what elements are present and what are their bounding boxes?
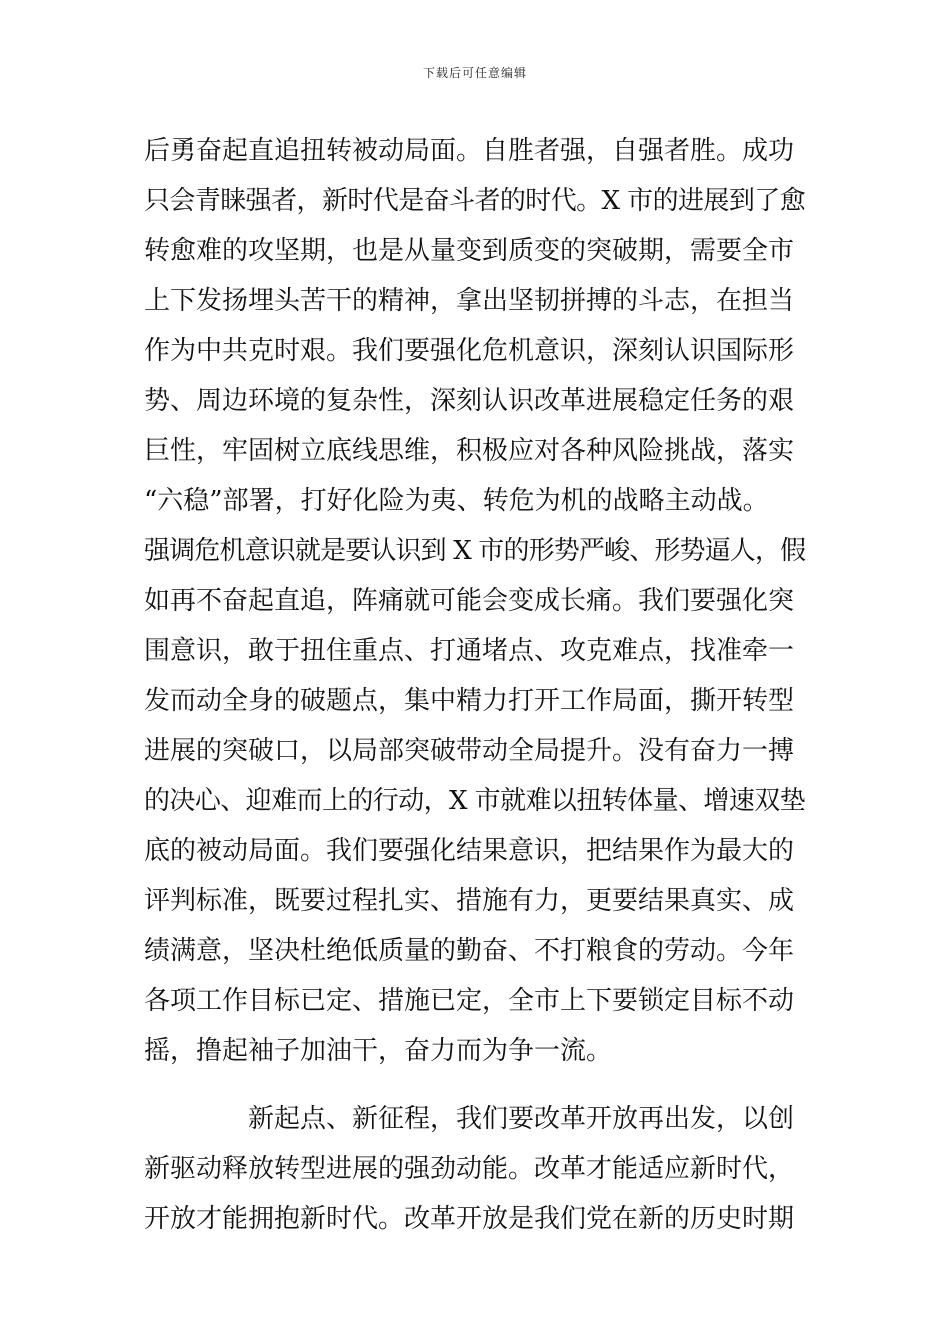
text-line: 摇，撸起袖子加油干，奋力而为争一流。 <box>144 1036 613 1066</box>
text-line: “六稳”部署，打好化险为夷、转危为机的战略主动战。 <box>144 486 769 516</box>
paragraph <box>144 126 806 1076</box>
text-line: 只会青睐强者，新时代是奋斗者的时代。X 市的进展到了愈 <box>144 186 806 216</box>
text-line: 上下发扬埋头苦干的精神，拿出坚韧拼搏的斗志，在担当 <box>144 286 795 316</box>
text-line: 绩满意，坚决杜绝低质量的勤奋、不打粮食的劳动。今年 <box>144 936 795 966</box>
text-line: 开放才能拥抱新时代。改革开放是我们党在新的历史时期 <box>144 1204 795 1234</box>
text-line: 转愈难的攻坚期，也是从量变到质变的突破期，需要全市 <box>144 236 795 266</box>
text-line: 作为中共克时艰。我们要强化危机意识，深刻认识国际形 <box>144 336 795 366</box>
text-line: 强调危机意识就是要认识到 X 市的形势严峻、形势逼人，假 <box>144 536 806 566</box>
text-line: 势、周边环境的复杂性，深刻认识改革进展稳定任务的艰 <box>144 386 795 416</box>
paragraph-gap <box>144 1076 806 1094</box>
text-line: 新起点、新征程，我们要改革开放再出发，以创 <box>248 1104 795 1134</box>
text-line: 的决心、迎难而上的行动，X 市就难以扭转体量、增速双垫 <box>144 786 806 816</box>
text-line: 评判标准，既要过程扎实、措施有力，更要结果真实、成 <box>144 886 795 916</box>
text-line: 后勇奋起直追扭转被动局面。自胜者强，自强者胜。成功 <box>144 136 795 166</box>
text-line: 各项工作目标已定、措施已定，全市上下要锁定目标不动 <box>144 986 795 1016</box>
text-line: 进展的突破口，以局部突破带动全局提升。没有奋力一搏 <box>144 736 795 766</box>
text-line: 底的被动局面。我们要强化结果意识，把结果作为最大的 <box>144 836 795 866</box>
text-line: 发而动全身的破题点，集中精力打开工作局面，撕开转型 <box>144 686 795 716</box>
text-line: 围意识，敢于扭住重点、打通堵点、攻克难点，找准牵一 <box>144 636 795 666</box>
page-header: 下载后可任意编辑 <box>422 66 527 80</box>
document-body <box>144 126 806 1244</box>
text-line: 新驱动释放转型进展的强劲动能。改革才能适应新时代， <box>144 1154 795 1184</box>
text-line: 巨性，牢固树立底线思维，积极应对各种风险挑战，落实 <box>144 436 795 466</box>
paragraph <box>144 1094 806 1244</box>
text-line: 如再不奋起直追，阵痛就可能会变成长痛。我们要强化突 <box>144 586 795 616</box>
